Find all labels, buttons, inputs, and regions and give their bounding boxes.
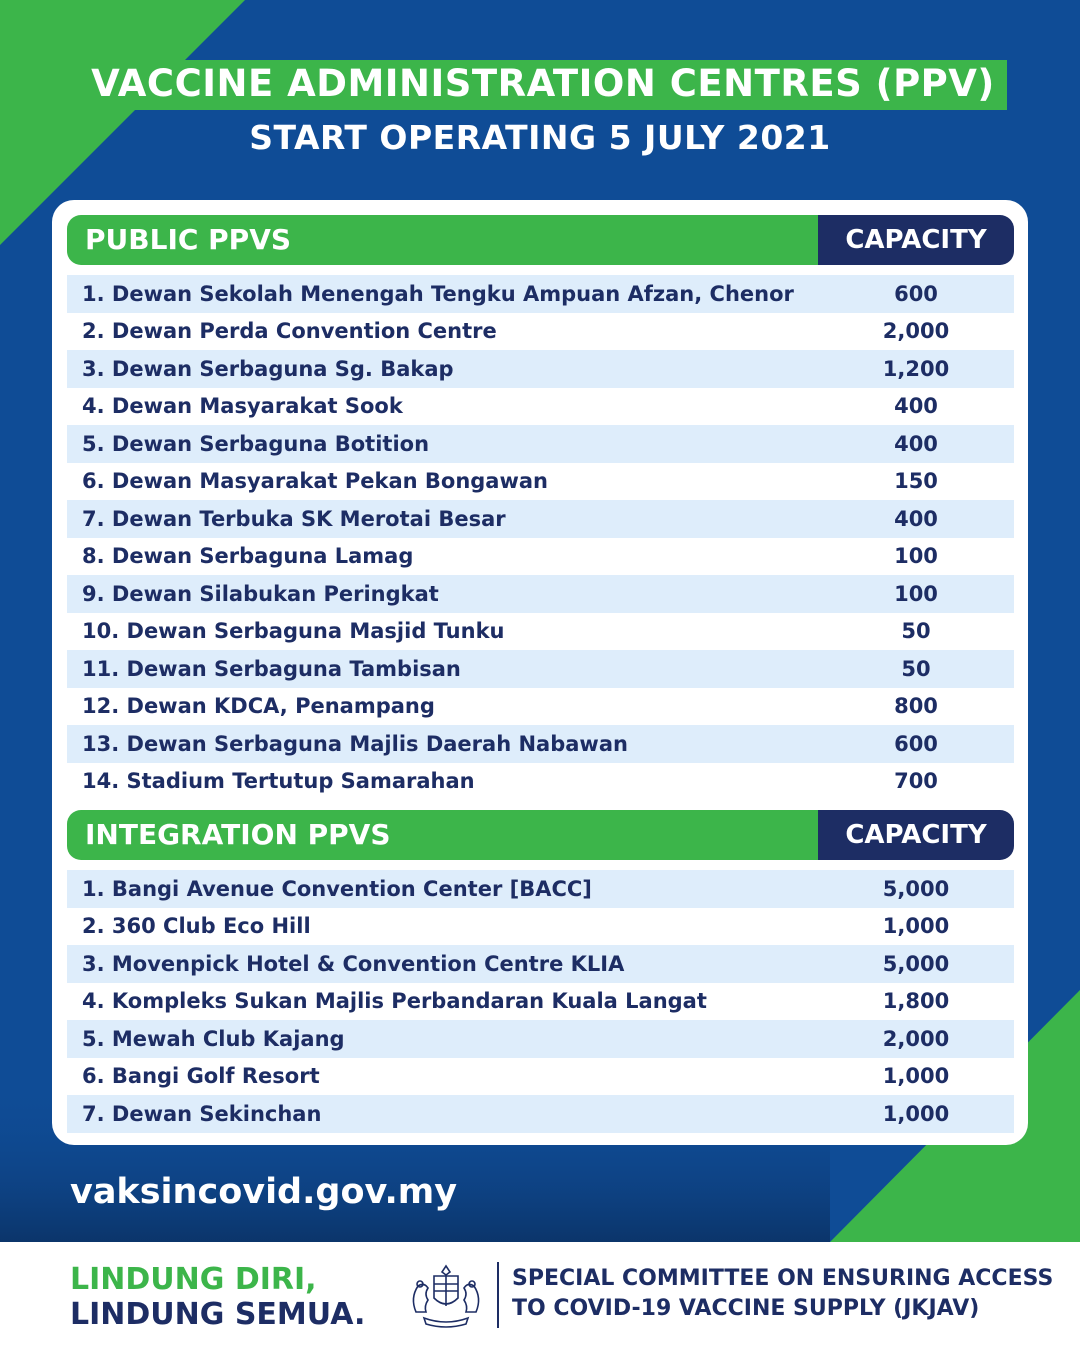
table-row xyxy=(67,388,1014,426)
centre-capacity: 800 xyxy=(894,694,938,719)
centre-name: 3. Movenpick Hotel & Convention Centre KLIA xyxy=(82,951,625,976)
committee-line-1: SPECIAL COMMITTEE ON ENSURING ACCESS xyxy=(512,1266,1054,1291)
ppv-table-card xyxy=(52,200,1028,1145)
table-row xyxy=(67,500,1014,538)
centre-name: 2. 360 Club Eco Hill xyxy=(82,914,311,939)
centre-capacity: 700 xyxy=(894,769,938,794)
centre-name: 6. Dewan Masyarakat Pekan Bongawan xyxy=(82,469,548,494)
centre-capacity: 400 xyxy=(894,431,938,456)
table-row xyxy=(67,538,1014,576)
centre-capacity: 400 xyxy=(894,394,938,419)
table-row xyxy=(67,1058,1014,1096)
page-title: VACCINE ADMINISTRATION CENTRES (PPV) xyxy=(73,60,1007,110)
table-row xyxy=(67,908,1014,946)
centre-name: 12. Dewan KDCA, Penampang xyxy=(82,694,435,719)
centre-capacity: 150 xyxy=(894,469,938,494)
centre-capacity: 1,000 xyxy=(882,1064,950,1089)
footer xyxy=(0,1242,1080,1350)
table-row xyxy=(67,350,1014,388)
integration-ppvs-list xyxy=(67,870,1014,1133)
malaysia-coat-of-arms-icon xyxy=(402,1260,490,1332)
table-row xyxy=(67,725,1014,763)
table-row xyxy=(67,275,1014,313)
centre-name: 4. Kompleks Sukan Majlis Perbandaran Kuala Langat xyxy=(82,989,707,1014)
public-ppvs-list xyxy=(67,275,1014,800)
centre-name: 1. Bangi Avenue Convention Center [BACC] xyxy=(82,876,592,901)
table-row xyxy=(67,613,1014,651)
centre-name: 7. Dewan Sekinchan xyxy=(82,1101,322,1126)
table-row xyxy=(67,870,1014,908)
centre-capacity: 600 xyxy=(894,731,938,756)
table-row xyxy=(67,575,1014,613)
centre-capacity: 50 xyxy=(901,619,931,644)
centre-capacity: 1,000 xyxy=(882,914,950,939)
committee-line-2: TO COVID-19 VACCINE SUPPLY (JKJAV) xyxy=(512,1296,980,1321)
table-row xyxy=(67,983,1014,1021)
centre-capacity: 100 xyxy=(894,581,938,606)
integration-ppvs-header xyxy=(67,810,1014,860)
centre-capacity: 600 xyxy=(894,281,938,306)
table-row xyxy=(67,650,1014,688)
website-url[interactable]: vaksincovid.gov.my xyxy=(70,1172,458,1212)
centre-name: 14. Stadium Tertutup Samarahan xyxy=(82,769,475,794)
centre-name: 6. Bangi Golf Resort xyxy=(82,1064,320,1089)
public-ppvs-heading: PUBLIC PPVS xyxy=(67,215,827,265)
public-capacity-heading: CAPACITY xyxy=(818,215,1014,265)
public-ppvs-header xyxy=(67,215,1014,265)
centre-capacity: 50 xyxy=(901,656,931,681)
centre-name: 11. Dewan Serbaguna Tambisan xyxy=(82,656,461,681)
table-row xyxy=(67,313,1014,351)
centre-capacity: 1,200 xyxy=(882,356,950,381)
centre-name: 1. Dewan Sekolah Menengah Tengku Ampuan Afzan, Chenor xyxy=(82,281,794,306)
centre-name: 9. Dewan Silabukan Peringkat xyxy=(82,581,439,606)
integration-ppvs-heading: INTEGRATION PPVS xyxy=(67,810,827,860)
centre-capacity: 2,000 xyxy=(882,319,950,344)
table-row xyxy=(67,463,1014,501)
centre-capacity: 5,000 xyxy=(882,876,950,901)
centre-capacity: 5,000 xyxy=(882,951,950,976)
centre-name: 3. Dewan Serbaguna Sg. Bakap xyxy=(82,356,454,381)
centre-name: 13. Dewan Serbaguna Majlis Daerah Nabawan xyxy=(82,731,628,756)
centre-capacity: 100 xyxy=(894,544,938,569)
slogan xyxy=(70,1262,365,1332)
centre-name: 5. Dewan Serbaguna Botition xyxy=(82,431,430,456)
centre-name: 4. Dewan Masyarakat Sook xyxy=(82,394,403,419)
footer-divider xyxy=(497,1262,499,1328)
table-row xyxy=(67,1095,1014,1133)
table-row xyxy=(67,688,1014,726)
table-row xyxy=(67,763,1014,801)
slogan-line-1: LINDUNG DIRI, xyxy=(70,1262,317,1297)
centre-name: 2. Dewan Perda Convention Centre xyxy=(82,319,497,344)
centre-name: 7. Dewan Terbuka SK Merotai Besar xyxy=(82,506,506,531)
centre-capacity: 2,000 xyxy=(882,1026,950,1051)
centre-capacity: 1,000 xyxy=(882,1101,950,1126)
page-subtitle: START OPERATING 5 JULY 2021 xyxy=(249,118,831,157)
integration-capacity-heading: CAPACITY xyxy=(818,810,1014,860)
table-row xyxy=(67,945,1014,983)
table-row xyxy=(67,425,1014,463)
slogan-line-2: LINDUNG SEMUA. xyxy=(70,1297,366,1332)
centre-capacity: 1,800 xyxy=(882,989,950,1014)
centre-capacity: 400 xyxy=(894,506,938,531)
committee-name xyxy=(512,1264,1053,1324)
centre-name: 10. Dewan Serbaguna Masjid Tunku xyxy=(82,619,505,644)
centre-name: 8. Dewan Serbaguna Lamag xyxy=(82,544,414,569)
centre-name: 5. Mewah Club Kajang xyxy=(82,1026,345,1051)
table-row xyxy=(67,1020,1014,1058)
title-block xyxy=(0,60,1080,158)
